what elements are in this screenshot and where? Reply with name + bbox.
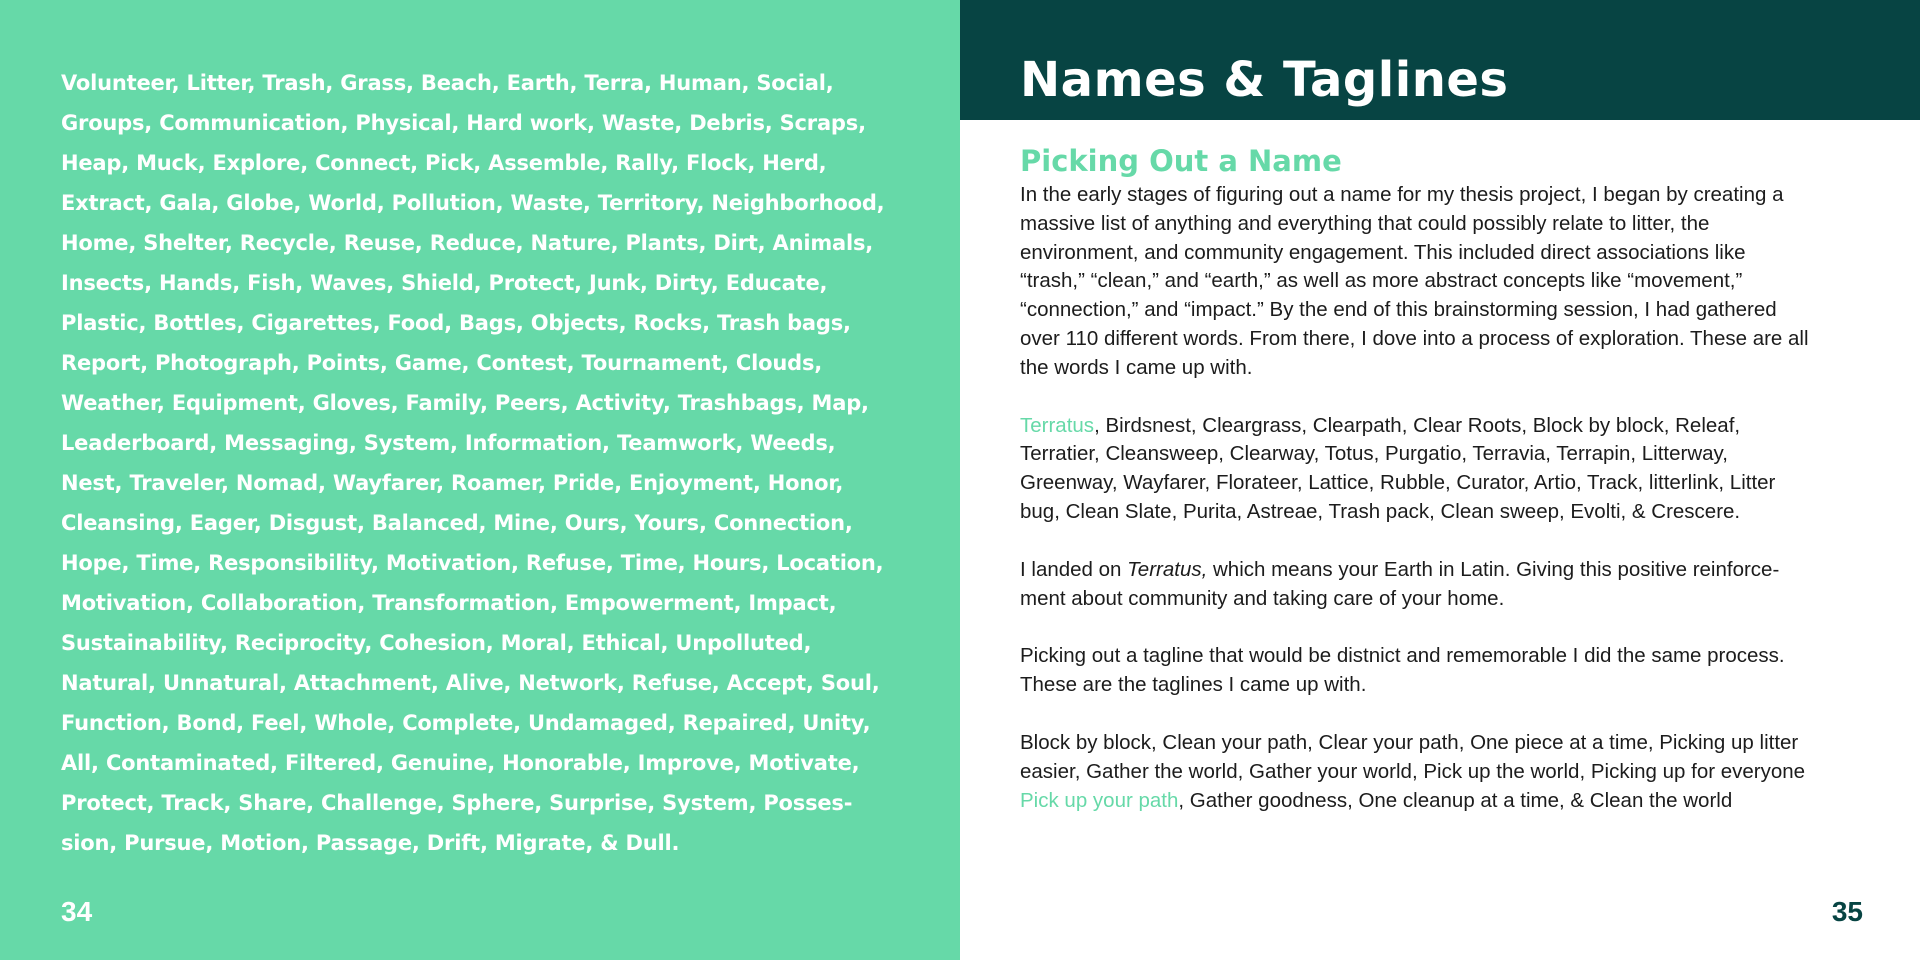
page-title: Names & Taglines bbox=[1020, 52, 1509, 108]
page-number-left: 34 bbox=[61, 896, 93, 927]
section-heading: Picking Out a Name bbox=[1020, 144, 1342, 178]
paragraph-line: Terratier, Cleansweep, Clearway, Totus, Purgatio, Terravia, Terrapin, Litterway, bbox=[1020, 442, 1728, 466]
paragraph-line bbox=[1020, 787, 1870, 816]
paragraph-line: Picking out a tagline that would be distnict and rememorable I did the same process. bbox=[1020, 644, 1785, 668]
taglines-list-paragraph bbox=[1020, 729, 1870, 815]
chosen-name-italic: Terratus, bbox=[1127, 557, 1208, 581]
page-number-right: 35 bbox=[1831, 896, 1863, 927]
word-list-line: Home, Shelter, Recycle, Reuse, Reduce, Nature, Plants, Dirt, Animals, bbox=[61, 231, 874, 255]
word-list-line: Leaderboard, Messaging, System, Information, Teamwork, Weeds, bbox=[61, 431, 836, 455]
tagline-intro-paragraph bbox=[1020, 642, 1870, 700]
word-list-line: Hope, Time, Responsibility, Motivation, Refuse, Time, Hours, Location, bbox=[61, 551, 884, 575]
word-list-line: Insects, Hands, Fish, Waves, Shield, Protect, Junk, Dirty, Educate, bbox=[61, 271, 828, 295]
word-list-line: Report, Photograph, Points, Game, Contest, Tournament, Clouds, bbox=[61, 351, 823, 375]
names-list-paragraph bbox=[1020, 412, 1870, 527]
word-list-line: Motivation, Collaboration, Transformation, Empowerment, Impact, bbox=[61, 591, 837, 615]
word-list-line: Weather, Equipment, Gloves, Family, Peers, Activity, Trashbags, Map, bbox=[61, 391, 869, 415]
paragraph-line: over 110 different words. From there, I dove into a process of exploration. These are all bbox=[1020, 326, 1809, 350]
decision-text: which means your Earth in Latin. Giving this positive reinforce- bbox=[1207, 557, 1780, 581]
word-list-line: Groups, Communication, Physical, Hard work, Waste, Debris, Scraps, bbox=[61, 111, 866, 135]
paragraph-line: bug, Clean Slate, Purita, Astreae, Trash pack, Clean sweep, Evolti, & Crescere. bbox=[1020, 499, 1741, 523]
paragraph-line bbox=[1020, 556, 1870, 585]
taglines-line-text: , Gather goodness, One cleanup at a time, & Clean the world bbox=[1178, 788, 1733, 812]
word-list-line: Protect, Track, Share, Challenge, Sphere, Surprise, System, Posses- bbox=[61, 791, 853, 815]
word-list-line: Heap, Muck, Explore, Connect, Pick, Assemble, Rally, Flock, Herd, bbox=[61, 151, 827, 175]
paragraph-line bbox=[1020, 412, 1870, 441]
paragraph-line: environment, and community engagement. This included direct associations like bbox=[1020, 240, 1746, 264]
word-list-line: Plastic, Bottles, Cigarettes, Food, Bags, Objects, Rocks, Trash bags, bbox=[61, 311, 851, 335]
paragraph-line: “connection,” and “impact.” By the end of this brainstorming session, I had gathered bbox=[1020, 298, 1777, 322]
chosen-name-highlight: Terratus bbox=[1020, 413, 1095, 437]
paragraph-line: the words I came up with. bbox=[1020, 355, 1253, 379]
chosen-tagline-highlight: Pick up your path bbox=[1020, 788, 1179, 812]
word-list-line: Natural, Unnatural, Attachment, Alive, Network, Refuse, Accept, Soul, bbox=[61, 671, 880, 695]
paragraph-line: These are the taglines I came up with. bbox=[1020, 673, 1367, 697]
word-list-line: Sustainability, Reciprocity, Cohesion, Moral, Ethical, Unpolluted, bbox=[61, 631, 812, 655]
paragraph-line: ment about community and taking care of your home. bbox=[1020, 586, 1505, 610]
paragraph-line: “trash,” “clean,” and “earth,” as well as more abstract concepts like “movement,” bbox=[1020, 269, 1743, 293]
paragraph-line: Block by block, Clean your path, Clear your path, One piece at a time, Picking up litter bbox=[1020, 730, 1799, 754]
word-list-line: Function, Bond, Feel, Whole, Complete, Undamaged, Repaired, Unity, bbox=[61, 711, 871, 735]
decision-text: I landed on bbox=[1020, 557, 1128, 581]
word-list-line: Volunteer, Litter, Trash, Grass, Beach, Earth, Terra, Human, Social, bbox=[61, 71, 834, 95]
title-bar bbox=[960, 0, 1920, 120]
brainstorm-word-list bbox=[61, 63, 923, 863]
paragraph-line: In the early stages of figuring out a name for my thesis project, I began by creating a bbox=[1020, 183, 1784, 206]
word-list-line: Nest, Traveler, Nomad, Wayfarer, Roamer, Pride, Enjoyment, Honor, bbox=[61, 471, 844, 495]
names-line-text: , Birdsnest, Cleargrass, Clearpath, Clear Roots, Block by block, Releaf, bbox=[1094, 413, 1741, 437]
page-content bbox=[1020, 143, 1870, 844]
paragraph-line: Greenway, Wayfarer, Florateer, Lattice, Rubble, Curator, Artio, Track, litterlink, Litter bbox=[1020, 471, 1776, 495]
paragraph-line: easier, Gather the world, Gather your world, Pick up the world, Picking up for everyone bbox=[1020, 759, 1806, 783]
word-list-line: Cleansing, Eager, Disgust, Balanced, Mine, Ours, Yours, Connection, bbox=[61, 511, 853, 535]
right-page bbox=[960, 0, 1920, 960]
paragraph-line: massive list of anything and everything that could possibly relate to litter, the bbox=[1020, 211, 1710, 235]
word-list-line: Extract, Gala, Globe, World, Pollution, Waste, Territory, Neighborhood, bbox=[61, 191, 885, 215]
intro-paragraph bbox=[1020, 181, 1870, 383]
decision-paragraph bbox=[1020, 556, 1870, 614]
word-list-line: All, Contaminated, Filtered, Genuine, Honorable, Improve, Motivate, bbox=[61, 751, 860, 775]
word-list-line: sion, Pursue, Motion, Passage, Drift, Migrate, & Dull. bbox=[61, 831, 680, 855]
